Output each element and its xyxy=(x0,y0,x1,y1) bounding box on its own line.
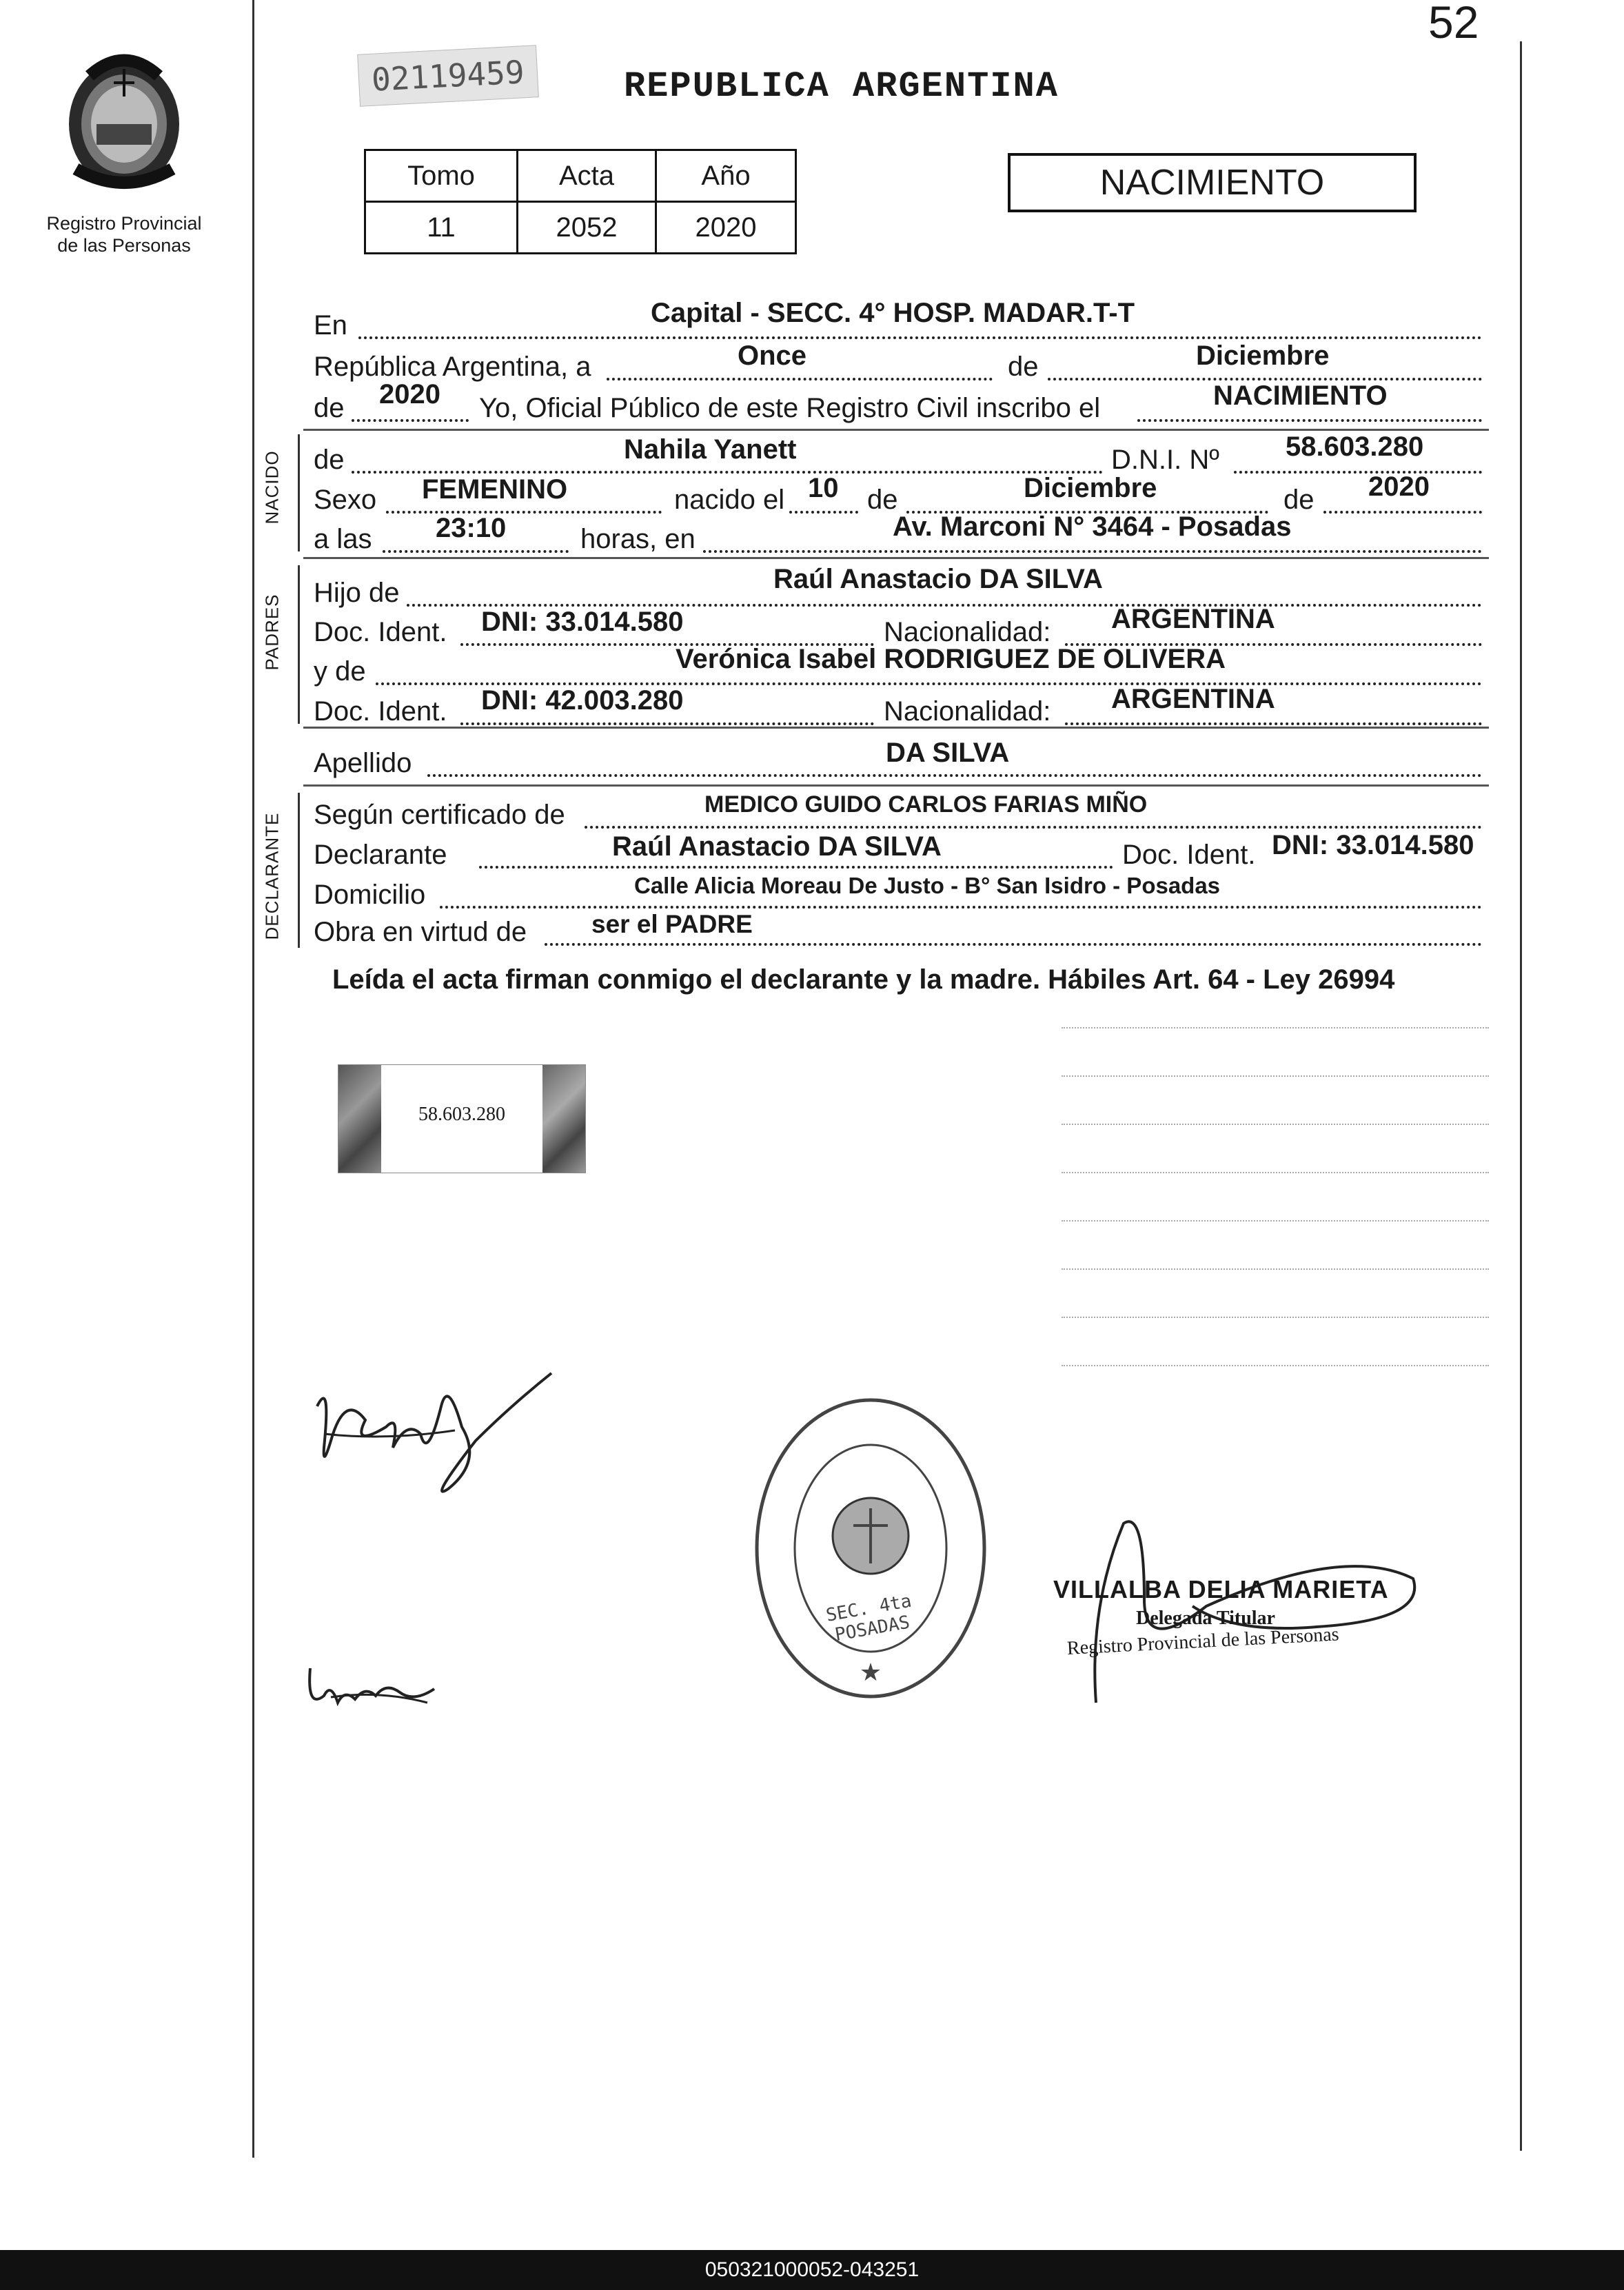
document-type-box: NACIMIENTO xyxy=(1008,153,1417,212)
value-padre-doc: DNI: 33.014.580 xyxy=(481,607,684,637)
label-hijo-de: Hijo de xyxy=(314,578,400,608)
dotted-line xyxy=(479,866,1113,869)
label-a-las: a las xyxy=(314,524,372,554)
label-nacido-el: nacido el xyxy=(674,485,785,515)
value-dia-texto: Once xyxy=(738,341,807,371)
padres-bracket xyxy=(298,565,300,724)
register-value-row xyxy=(365,202,796,254)
label-dni: D.N.I. Nº xyxy=(1111,445,1219,475)
value-nac-mes: Diciembre xyxy=(1024,473,1157,503)
madre-signature xyxy=(303,1654,441,1723)
section-divider xyxy=(303,784,1489,787)
official-office: Registro Provincial de las Personas xyxy=(1066,1623,1340,1659)
label-madre-doc: Doc. Ident. xyxy=(314,696,447,727)
dotted-line xyxy=(386,511,662,514)
value-madre: Verónica Isabel RODRIGUEZ DE OLIVERA xyxy=(676,644,1226,674)
faint-line xyxy=(1062,1075,1489,1077)
side-label-declarante: DECLARANTE xyxy=(261,812,283,940)
value-certificado: MEDICO GUIDO CARLOS FARIAS MIÑO xyxy=(704,791,1148,818)
dotted-line xyxy=(352,471,1103,474)
register-value-tomo: 11 xyxy=(365,202,518,254)
page-number: 52 xyxy=(1428,0,1479,48)
dotted-line xyxy=(358,336,1482,339)
logo-caption-line1: Registro Provincial xyxy=(46,213,202,234)
value-madre-nac: ARGENTINA xyxy=(1111,684,1275,714)
value-declarante-doc: DNI: 33.014.580 xyxy=(1272,830,1474,860)
faint-line xyxy=(1062,1124,1489,1125)
faint-line xyxy=(1062,1365,1489,1366)
label-segun-certificado: Según certificado de xyxy=(314,800,565,830)
value-padre-nac: ARGENTINA xyxy=(1111,604,1275,634)
register-table xyxy=(364,149,797,254)
right-margin-line xyxy=(1520,41,1522,2151)
value-domicilio-decl: Calle Alicia Moreau De Justo - B° San Isidro - Posadas xyxy=(634,873,1221,898)
value-declarante: Raúl Anastacio DA SILVA xyxy=(612,831,942,862)
sticker-right-band xyxy=(542,1065,585,1173)
faint-line xyxy=(1062,1220,1489,1222)
label-en: En xyxy=(314,310,347,341)
value-dni: 58.603.280 xyxy=(1286,432,1424,462)
declarante-bracket xyxy=(298,793,300,948)
value-padre: Raúl Anastacio DA SILVA xyxy=(773,564,1103,594)
left-margin-line xyxy=(252,0,254,2158)
value-lugar: Capital - SECC. 4° HOSP. MADAR.T-T xyxy=(651,298,1135,328)
id-sticker xyxy=(338,1064,586,1173)
value-nac-anio: 2020 xyxy=(1368,472,1430,502)
label-apellido: Apellido xyxy=(314,748,412,778)
label-madre-nacionalidad: Nacionalidad: xyxy=(884,696,1051,727)
sticker-left-band xyxy=(338,1065,381,1173)
label-yo-oficial: Yo, Oficial Público de este Registro Civil inscribo el xyxy=(479,393,1101,423)
dotted-line xyxy=(585,826,1482,829)
logo-caption-line2: de las Personas xyxy=(57,235,191,256)
label-declarante-doc: Doc. Ident. xyxy=(1122,840,1256,870)
side-label-nacido: NACIDO xyxy=(261,450,283,525)
register-header-tomo: Tomo xyxy=(365,150,518,202)
official-role: Delegada Titular xyxy=(1136,1608,1275,1629)
dotted-line xyxy=(352,419,469,422)
dotted-line xyxy=(1323,511,1482,514)
value-nac-dia: 10 xyxy=(808,473,839,503)
label-padre-nacionalidad: Nacionalidad: xyxy=(884,617,1051,647)
value-anio: 2020 xyxy=(379,379,440,409)
svg-text:★: ★ xyxy=(859,1658,882,1686)
dotted-line xyxy=(383,550,569,553)
faint-line xyxy=(1062,1172,1489,1173)
faint-line xyxy=(1062,1317,1489,1318)
section-divider xyxy=(303,557,1489,559)
label-obra-en-virtud: Obra en virtud de xyxy=(314,917,527,947)
value-nombre: Nahila Yanett xyxy=(624,434,797,465)
value-madre-doc: DNI: 42.003.280 xyxy=(481,685,684,716)
declarante-signature xyxy=(303,1365,565,1530)
value-mes: Diciembre xyxy=(1196,341,1330,371)
value-sexo: FEMENINO xyxy=(422,474,568,505)
value-apellido: DA SILVA xyxy=(886,738,1010,768)
value-domicilio-nac: Av. Marconi N° 3464 - Posadas xyxy=(893,511,1292,542)
label-padre-doc: Doc. Ident. xyxy=(314,617,447,647)
stamp-center-text: SEC. 4ta POSADAS xyxy=(824,1590,913,1646)
dotted-line xyxy=(1234,471,1482,474)
value-hora: 23:10 xyxy=(436,513,507,543)
page-title: REPUBLICA ARGENTINA xyxy=(624,66,1059,107)
stamp-ring-text xyxy=(750,1391,751,1392)
label-domicilio: Domicilio xyxy=(314,880,426,910)
dotted-line xyxy=(607,378,993,381)
register-header-row xyxy=(365,150,796,202)
register-value-acta: 2052 xyxy=(518,202,656,254)
label-y-de: y de xyxy=(314,656,366,687)
label-de-mes: de xyxy=(1008,352,1039,382)
footer-barcode-text: 050321000052-043251 xyxy=(0,2250,1624,2290)
faint-line xyxy=(1062,1268,1489,1270)
logo-caption xyxy=(14,212,234,256)
dotted-line xyxy=(440,906,1482,909)
dotted-line xyxy=(789,511,858,514)
label-de-anio: de xyxy=(314,393,345,423)
label-sexo: Sexo xyxy=(314,485,377,515)
dotted-line xyxy=(460,722,874,725)
label-de-nac-mes: de xyxy=(867,485,898,515)
province-logo xyxy=(48,48,200,207)
faint-line xyxy=(1062,1027,1489,1029)
dotted-line xyxy=(703,550,1482,553)
value-virtud: ser el PADRE xyxy=(591,910,753,938)
label-republica-a: República Argentina, a xyxy=(314,352,591,382)
official-signature-scribble xyxy=(1068,1503,1427,1710)
control-number-stamp: 02119459 xyxy=(357,45,538,106)
official-name: VILLALBA DELIA MARIETA xyxy=(1053,1575,1389,1603)
label-de-nac-anio: de xyxy=(1283,485,1315,515)
register-header-acta: Acta xyxy=(518,150,656,202)
register-value-anio: 2020 xyxy=(656,202,796,254)
label-declarante: Declarante xyxy=(314,840,447,870)
dotted-line xyxy=(1137,419,1482,422)
label-de-nombre: de xyxy=(314,445,345,475)
sticker-number: 58.603.280 xyxy=(418,1104,505,1125)
stamp-seal-icon xyxy=(750,1391,991,1705)
side-label-padres: PADRES xyxy=(261,594,283,671)
section-divider xyxy=(303,429,1489,431)
dotted-line xyxy=(427,774,1482,777)
official-stamp xyxy=(750,1391,991,1705)
misiones-seal-icon xyxy=(48,48,200,207)
dotted-line xyxy=(545,943,1482,946)
label-horas-en: horas, en xyxy=(580,524,696,554)
section-divider xyxy=(303,727,1489,729)
nacido-bracket xyxy=(298,434,300,551)
register-header-anio: Año xyxy=(656,150,796,202)
value-tipo: NACIMIENTO xyxy=(1213,381,1388,411)
dotted-line xyxy=(1065,722,1482,725)
closing-statement: Leída el acta firman conmigo el declarante y la madre. Hábiles Art. 64 - Ley 26994 xyxy=(332,964,1395,995)
